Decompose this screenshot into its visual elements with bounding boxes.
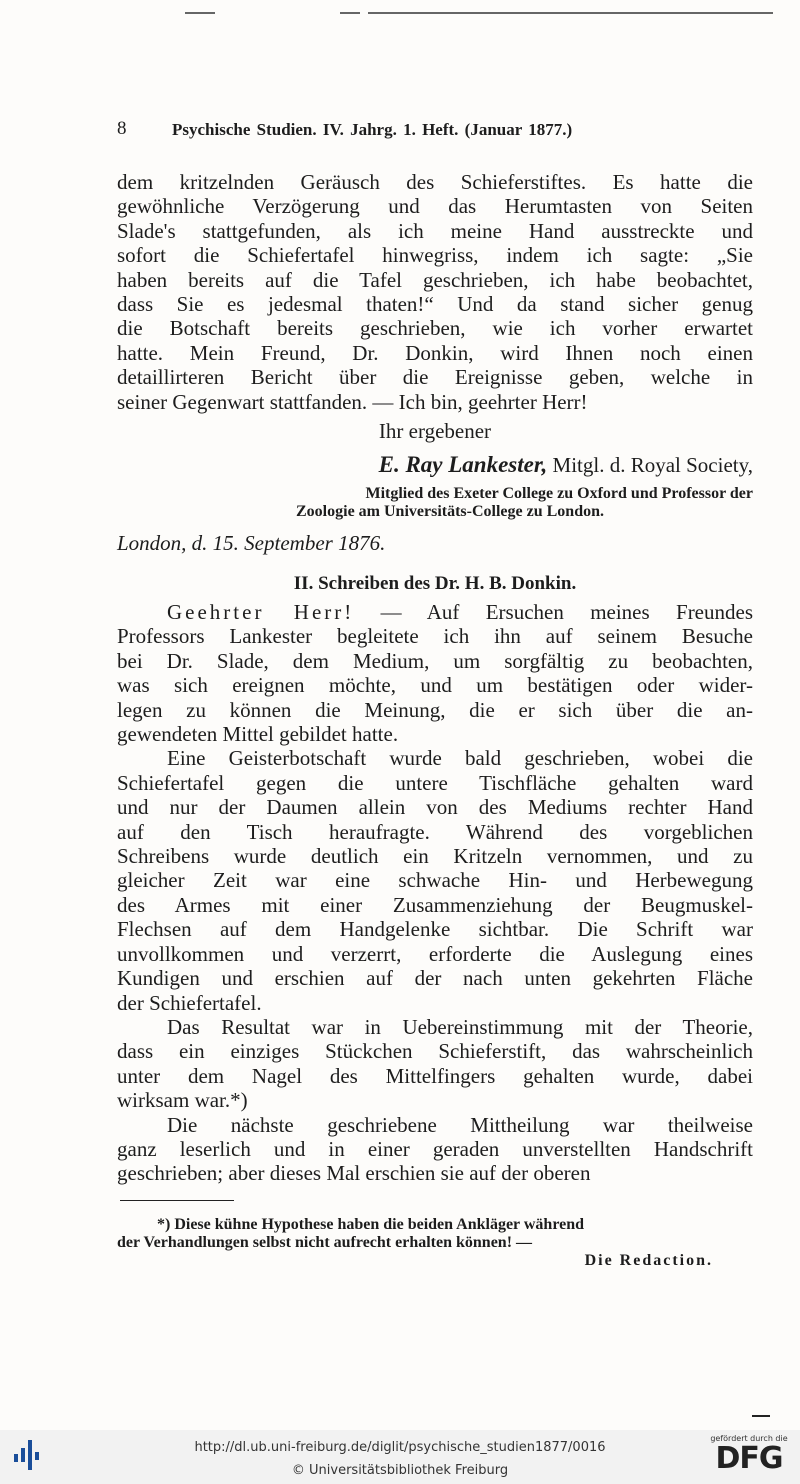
text-line: legen zu können die Meinung, die er sich über die an-	[117, 697, 753, 722]
text-line: gewendeten Mittel gebildet hatte.	[117, 722, 399, 747]
text-line: gleicher Zeit war eine schwache Hin- und Herbewegung	[117, 868, 753, 893]
footnote-line: *) Diese kühne Hypothese haben die beiden Ankläger während	[157, 1216, 585, 1233]
text-line: Professors Lankester begleitete ich ihn auf seinem Besuche	[117, 624, 753, 649]
text-line: Flechsen auf dem Handgelenke sichtbar. Die Schrift war	[117, 917, 753, 942]
dfg-caption: gefördert durch die	[710, 1434, 788, 1443]
paragraph	[117, 1113, 753, 1186]
scan-edge-line	[185, 12, 215, 14]
copyright: © Universitätsbibliothek Freiburg	[291, 1463, 509, 1478]
footnote	[117, 1216, 753, 1270]
text-line: hatte. Mein Freund, Dr. Donkin, wird Ihnen noch einen	[117, 340, 753, 365]
text-line: sofort die Schiefertafel hinwegriss, indem ich sagte: „Sie	[117, 243, 753, 268]
affiliation-line-2: Zoologie am Universitäts-College zu London.	[296, 503, 604, 520]
text-line: Kundigen und erschien auf der nach unten gekehrten Fläche	[117, 966, 753, 991]
footnote-line: der Verhandlungen selbst nicht aufrecht erhalten können! —	[117, 1234, 533, 1251]
footnote-signature: Die Redaction.	[584, 1252, 713, 1269]
dateline: London, d. 15. September 1876.	[117, 531, 386, 555]
text-line: detaillirteren Bericht über die Ereignisse geben, welche in	[117, 365, 753, 390]
salutation: Geehrter Herr!	[167, 600, 355, 624]
scan-edge-line	[340, 12, 360, 14]
footnote-rule	[120, 1200, 234, 1201]
text-line: Schreibens wurde deutlich ein Kritzeln vernommen, und zu	[117, 844, 753, 869]
paragraph	[117, 600, 753, 746]
text-line: Schiefertafel gegen die untere Tischfläche gehalten ward	[117, 770, 753, 795]
text-line: unvollkommen und verzerrt, erforderte die Auslegung eines	[117, 941, 753, 966]
text-line: auf den Tisch heraufragte. Während des vorgeblichen	[117, 819, 753, 844]
letter-two	[117, 600, 753, 1186]
text-line: der Schiefertafel.	[117, 990, 262, 1015]
paragraph	[117, 1015, 753, 1113]
dfg-wordmark: DFG	[715, 1441, 783, 1476]
text-line: gewöhnliche Verzögerung und das Herumtasten von Seiten	[117, 194, 753, 219]
text-line: wirksam war.*)	[117, 1088, 248, 1113]
text-line: des Armes mit einer Zusammenziehung der Beugmuskel-	[117, 892, 753, 917]
text-line: die Botschaft bereits geschrieben, wie ich vorher erwartet	[117, 316, 753, 341]
text-line: und nur der Daumen allein von des Mediums rechter Hand	[117, 795, 753, 820]
text-line: was sich ereignen möchte, und um bestätigen oder wider-	[117, 673, 753, 698]
signature	[117, 453, 753, 477]
source-url[interactable]: http://dl.ub.uni-freiburg.de/diglit/psychische_studien1877/0016	[194, 1440, 606, 1455]
paragraph	[117, 170, 753, 414]
text-line: Das Resultat war in Uebereinstimmung mit der Theorie,	[167, 1014, 753, 1039]
page-number: 8	[117, 118, 127, 139]
closing: Ihr ergebener	[378, 419, 492, 443]
text-line: dem kritzelnden Geräusch des Schieferstiftes. Es hatte die	[117, 170, 753, 194]
text-line: bei Dr. Slade, dem Medium, um sorgfältig zu beobachten,	[117, 648, 753, 673]
text-line: unter dem Nagel des Mittelfingers gehalten wurde, dabei	[117, 1063, 753, 1088]
text-line: seiner Gegenwart stattfanden. — Ich bin, geehrter Herr!	[117, 389, 588, 414]
dfg-logo	[708, 1434, 790, 1475]
section-heading: II. Schreiben des Dr. H. B. Donkin.	[293, 573, 577, 594]
text-line: ganz leserlich und in einer geraden unverstellten Handschrift	[117, 1136, 753, 1161]
text-line: Die nächste geschriebene Mittheilung war theilweise	[167, 1112, 753, 1137]
text-line: haben bereits auf die Tafel geschrieben, ich habe beobachtet,	[117, 267, 753, 292]
page-end-dash	[752, 1415, 770, 1417]
affiliation-line-1: Mitglied des Exeter College zu Oxford und Professor der	[365, 485, 753, 502]
text-line: dass Sie es jedesmal thaten!“ Und da stand sicher genug	[117, 292, 753, 317]
scan-edge-line	[368, 12, 773, 14]
signature-title: Mitgl. d. Royal Society,	[552, 453, 753, 477]
letter-one-ending	[117, 170, 753, 414]
signature-name: E. Ray Lankester,	[378, 452, 548, 477]
paragraph	[117, 746, 753, 1014]
text-line: Geehrter Herr! — Auf Ersuchen meines Freundes	[167, 600, 753, 624]
running-title: Psychische Studien. IV. Jahrg. 1. Heft. (Januar 1877.)	[172, 120, 573, 139]
text-line: dass ein einziges Stückchen Schieferstift, das wahrscheinlich	[117, 1039, 753, 1064]
text-line: Slade's stattgefunden, als ich meine Hand ausstreckte und	[117, 218, 753, 243]
text-line: geschrieben; aber dieses Mal erschien sie auf der oberen	[117, 1161, 591, 1186]
text-line: Eine Geisterbotschaft wurde bald geschrieben, wobei die	[167, 746, 753, 771]
